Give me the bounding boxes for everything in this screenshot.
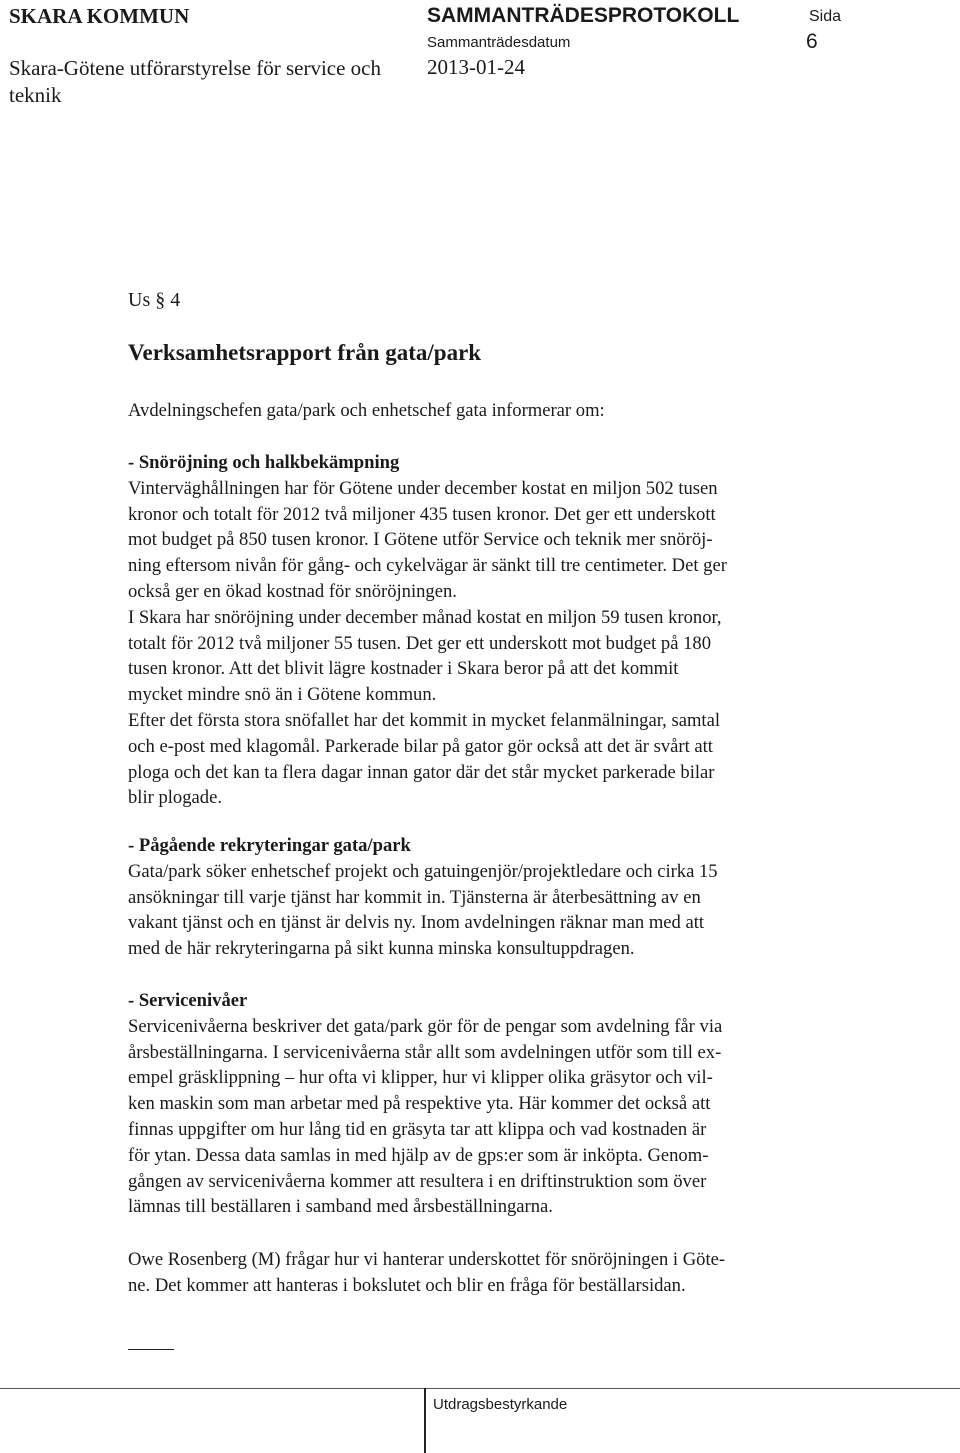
text-line: mycket mindre snö än i Götene kommun. [128,684,437,706]
text-line: empel gräsklippning – hur ofta vi klipper, hur vi klipper olika gräsytor och vil- [128,1067,713,1089]
section-recruitment [128,833,868,962]
page-heading: Verksamhetsrapport från gata/park [128,340,482,365]
text-line: Owe Rosenberg (M) frågar hur vi hanterar underskottet för snöröjningen i Göte- [128,1249,726,1270]
text-line: I Skara har snöröjning under december månad kostat en miljon 59 tusen kronor, [128,606,722,628]
meeting-date: 2013-01-24 [427,55,525,79]
footer-divider [424,1388,426,1453]
document-title: SAMMANTRÄDESPROTOKOLL [427,4,740,27]
closing-paragraph [128,1247,868,1299]
text-line: Efter det första stora snöfallet har det kommit in mycket felanmälningar, samtal [128,709,720,731]
signature-line [128,1349,174,1350]
text-line: kronor och totalt för 2012 två miljoner 435 tusen kronor. Det ger ett underskott [128,503,716,525]
certification-label: Utdragsbestyrkande [433,1396,568,1413]
text-line: tusen kronor. Att det blivit lägre kostnader i Skara beror på att det kommit [128,658,679,680]
committee-name: Skara-Götene utförarstyrelse för service och teknik [9,56,382,107]
text-line: också ger en ökad kostnad för snöröjningen. [128,580,457,602]
section-service-levels [128,988,868,1220]
intro-text: Avdelningschefen gata/park och enhetschef gata informerar om: [128,400,605,421]
footer-rule [0,1388,960,1389]
text-line: ning eftersom nivån för gång- och cykelvägar är sänkt till tre centimeter. Det ger [128,555,727,577]
text-line: finnas uppgifter om hur lång tid en gräsyta tar att klippa och vad kostnaden är [128,1118,707,1140]
text-line: ne. Det kommer att hanteras i bokslutet och blir en fråga för beställarsidan. [128,1274,686,1296]
section-title: - Pågående rekryteringar gata/park [128,835,411,856]
text-line: årsbeställningarna. I servicenivåerna står allt som avdelningen utför som till ex- [128,1041,722,1063]
text-line: ansökningar till varje tjänst har kommit in. Tjänsterna är återbesättning av en [128,886,701,908]
text-line: ploga och det kan ta flera dagar innan gator där det står mycket parkerade bilar [128,761,715,783]
text-line: Gata/park söker enhetschef projekt och gatuingenjör/projektledare och cirka 15 [128,860,718,882]
section-title: - Servicenivåer [128,990,248,1011]
meeting-date-label: Sammanträdesdatum [427,34,571,51]
text-line: blir plogade. [128,787,222,809]
text-line: och e-post med klagomål. Parkerade bilar på gator gör också att det är svårt att [128,735,713,757]
section-snow-removal [128,450,868,811]
text-line: lämnas till beställaren i samband med årsbeställningarna. [128,1196,553,1218]
text-line: totalt för 2012 två miljoner 55 tusen. Det ger ett underskott mot budget på 180 [128,632,712,654]
page-label: Sida [809,8,842,25]
text-line: vakant tjänst och en tjänst är delvis ny. Inom avdelningen räknar man med att [128,912,705,934]
page-number: 6 [806,30,818,53]
paragraph-number: Us § 4 [128,289,181,311]
org-name: SKARA KOMMUN [9,4,190,28]
section-title: - Snöröjning och halkbekämpning [128,452,400,473]
text-line: ken maskin som man arbetar med på respektive yta. Här kommer det också att [128,1093,711,1115]
text-line: mot budget på 850 tusen kronor. I Götene utför Service och teknik mer snöröj- [128,529,713,551]
text-line: för ytan. Dessa data samlas in med hjälp av de gps:er som är inköpta. Genom- [128,1144,709,1166]
text-line: med de här rekryteringarna på sikt kunna minska konsultuppdragen. [128,938,635,960]
text-line: Servicenivåerna beskriver det gata/park gör för de pengar som avdelning får via [128,1015,723,1037]
text-line: gången av servicenivåerna kommer att resultera i en driftinstruktion som över [128,1170,707,1192]
text-line: Vinterväghållningen har för Götene under december kostat en miljon 502 tusen [128,477,718,499]
